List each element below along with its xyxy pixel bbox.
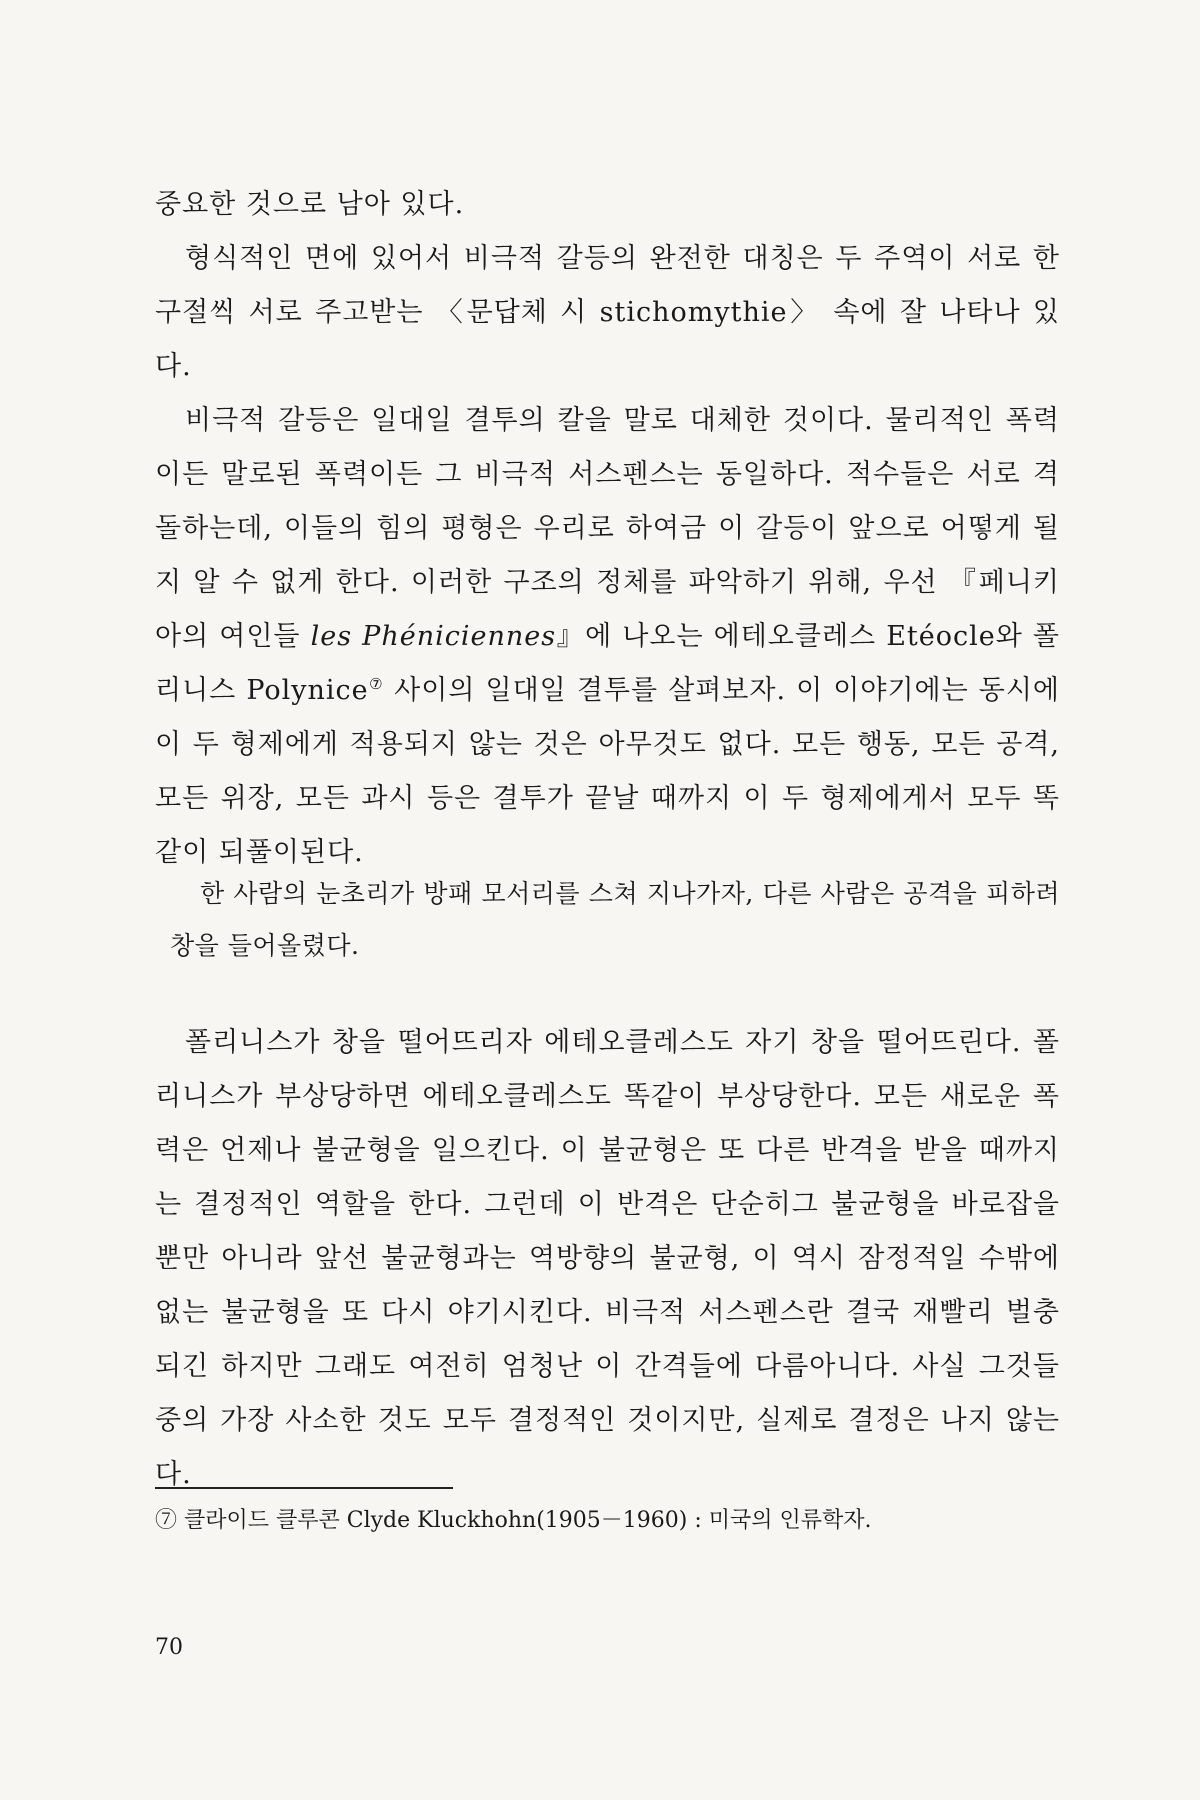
footnote-divider <box>155 1487 453 1489</box>
paragraph-text-names: 』에 나오는 에테오클레스 Etéocle와 폴리니스 Polynice <box>155 621 1061 706</box>
paragraph-continuation: 중요한 것으로 남아 있다. <box>155 189 465 220</box>
paragraph-tragic-conflict <box>155 394 1060 880</box>
page-number: 70 <box>155 1635 183 1660</box>
block-quote <box>170 868 1060 972</box>
footnote-marker: ⑦ <box>155 1508 178 1533</box>
book-title-italic: les Phéniciennes <box>310 621 557 652</box>
paragraph-text-rest: 사이의 일대일 결투를 살펴보자. 이 이야기에는 동시에 이 두 형제에게 적용되지 않는 것은 아무것도 없다. 모든 행동, 모든 공격, 모든 위장, 모든 과시 등은 결투가 끝날 때까지 이 두 형제에게서 모두 똑같이 되풀이된다. <box>155 675 1061 868</box>
paragraph-imbalance: 폴리니스가 창을 떨어뜨리자 에테오클레스도 자기 창을 떨어뜨린다. 폴리니스가 부상당하면 에테오클레스도 똑같이 부상당한다. 모든 새로운 폭력은 언제나 불균형을 일으킨다. 이 불균형은 또 다른 반격을 받을 때까지는 결정적인 역할을 한다. 그런데 이 반격은 단순히그 불균형을 바로잡을 뿐만 아니라 앞선 불균형과는 역방향의 불균형, 이 역시 잠정적일 수밖에 없는 불균형을 또 다시 야기시킨다. 비극적 서스펜스란 결국 재빨리 벌충되긴 하지만 그래도 여전히 엄청난 이 간격들에 다름아니다. 사실 그것들 중의 가장 사소한 것도 모두 결정적인 것이지만, 실제로 결정은 나지 않는다. <box>155 1027 1060 1490</box>
footnote-text: 클라이드 클루콘 Clyde Kluckhohn(1905－1960) : 미국의 인류학자. <box>177 1508 872 1533</box>
main-text-upper <box>155 178 1060 880</box>
quote-text: 한 사람의 눈초리가 방패 모서리를 스쳐 지나가자, 다른 사람은 공격을 피하려 창을 들어올렸다. <box>170 879 1060 960</box>
paragraph-stichomythia: 형식적인 면에 있어서 비극적 갈등의 완전한 대칭은 두 주역이 서로 한 구절씩 서로 주고받는 〈문답체 시 stichomythie〉 속에 잘 나타나 있다. <box>155 243 1060 382</box>
paragraph-text-start: 비극적 갈등은 일대일 결투의 칼을 말로 대체한 것이다. 물리적인 폭력이든 말로된 폭력이든 그 비극적 서스펜스는 동일하다. 적수들은 서로 격돌하는데, 이들의 힘의 평형은 우리로 하여금 이 갈등이 앞으로 어떻게 될 지 알 수 없게 한다. 이러한 구조의 정체를 파악하기 위해, 우선 『페니키아의 여인들 <box>155 405 1060 652</box>
main-text-lower <box>155 1016 1060 1502</box>
footnote-reference: ⑦ <box>368 675 385 693</box>
footnote <box>155 1506 1060 1536</box>
